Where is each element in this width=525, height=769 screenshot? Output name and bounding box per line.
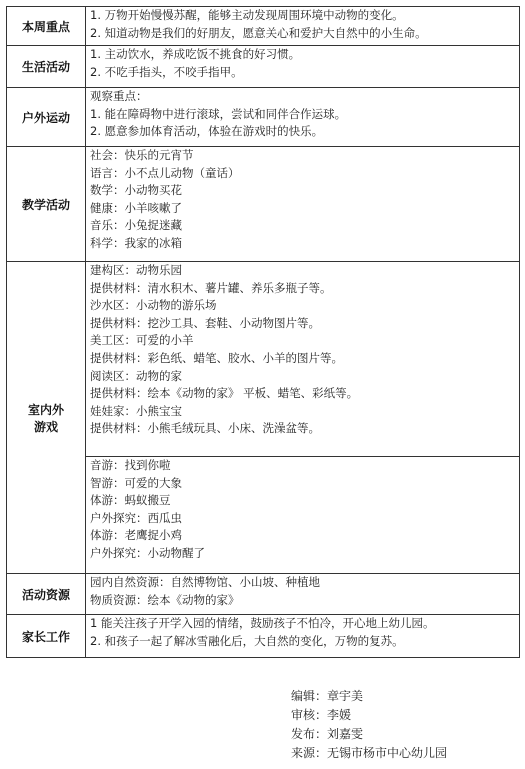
section-label-text: 户外运动 — [21, 110, 70, 125]
plan-table-body — [7, 7, 520, 658]
section-content-outdoor — [86, 88, 520, 147]
content-line: 美工区：可爱的小羊 — [90, 333, 194, 348]
section-label-text: 教学活动 — [21, 197, 70, 212]
content-line: 社会：快乐的元宵节 — [90, 148, 194, 162]
content-line: 提供材料：彩色纸、蜡笔、胶水、小羊的图片等。 — [90, 350, 343, 365]
section-label-text: 室内外 — [27, 402, 64, 417]
content-line: 户外探究：小动物醒了 — [90, 545, 205, 560]
content-line: 提供材料：小熊毛绒玩具、小床、洗澡盆等。 — [90, 421, 320, 436]
content-line: 健康：小羊咳嗽了 — [90, 200, 182, 215]
content-line: 娃娃家：小熊宝宝 — [90, 403, 182, 418]
content-line: 户外探究：西瓜虫 — [90, 510, 182, 525]
content-line: 音乐：小兔捉迷藏 — [90, 218, 182, 233]
section-content-parents — [86, 615, 520, 658]
weekly-plan-table — [6, 6, 520, 658]
section-label-text: 活动资源 — [21, 587, 70, 602]
section-label-text: 生活活动 — [21, 60, 70, 74]
section-label-parents — [7, 615, 86, 658]
content-line: 1. 能在障碍物中进行滚球，尝试和同伴合作运球。 — [90, 106, 347, 121]
credits-block — [291, 687, 447, 763]
credit-line: 编辑：章宇美 — [291, 689, 364, 703]
credit-line: 审核：李媛 — [291, 708, 352, 722]
section-label-teaching — [7, 147, 86, 262]
content-line: 体游：老鹰捉小鸡 — [90, 528, 182, 543]
content-line: 1. 万物开始慢慢苏醒，能够主动发现周围环境中动物的变化。 — [90, 8, 404, 22]
section-label-text: 游戏 — [33, 419, 58, 434]
content-line: 数学：小动物买花 — [90, 183, 182, 198]
content-line: 沙水区：小动物的游乐场 — [90, 298, 217, 313]
content-line: 2. 知道动物是我们的好朋友，愿意关心和爱护大自然中的小生命。 — [90, 25, 427, 40]
section-label-resources — [7, 574, 86, 615]
content-line: 2. 愿意参加体育活动，体验在游戏时的快乐。 — [90, 124, 324, 139]
section-content-teaching — [86, 147, 520, 262]
section-content-resources — [86, 574, 520, 615]
row-outdoor — [7, 88, 520, 147]
content-line: 物质资源：绘本《动物的家》 — [90, 592, 240, 607]
content-line: 2. 和孩子一起了解冰雪融化后，大自然的变化，万物的复苏。 — [90, 633, 404, 648]
row-daily-life — [7, 46, 520, 88]
content-line: 建构区：动物乐园 — [90, 263, 182, 277]
row-resources — [7, 574, 520, 615]
section-label-outdoor — [7, 88, 86, 147]
content-line: 观察重点： — [90, 89, 148, 103]
section-label-text: 本周重点 — [21, 19, 70, 34]
content-line: 1 能关注孩子开学入园的情绪，鼓励孩子不怕冷，开心地上幼儿园。 — [90, 616, 435, 630]
row-teaching — [7, 147, 520, 262]
section-content-weekly-focus — [86, 7, 520, 46]
content-line: 语言：小不点儿动物（童话） — [90, 165, 240, 180]
content-line: 提供材料：挖沙工具、套鞋、小动物图片等。 — [90, 315, 320, 330]
row-weekly-focus — [7, 7, 520, 46]
content-line: 科学：我家的冰箱 — [90, 235, 182, 250]
row-parents — [7, 615, 520, 658]
section-label-weekly-focus — [7, 7, 86, 46]
content-line: 体游：蚂蚁搬豆 — [90, 493, 171, 508]
section-label-games — [7, 262, 86, 574]
section-label-daily-life — [7, 46, 86, 88]
credit-line: 来源：无锡市杨市中心幼儿园 — [291, 746, 448, 760]
section-content-daily-life — [86, 46, 520, 88]
credit-line: 发布：刘嘉雯 — [291, 727, 364, 741]
content-line: 1. 主动饮水，养成吃饭不挑食的好习惯。 — [90, 47, 301, 61]
content-line: 音游：找到你啦 — [90, 458, 171, 472]
section-label-text: 家长工作 — [21, 629, 70, 644]
section-content-games — [86, 457, 520, 574]
content-line: 阅读区：动物的家 — [90, 368, 182, 383]
content-line: 2. 不吃手指头，不咬手指甲。 — [90, 64, 243, 79]
content-line: 提供材料：清水积木、薯片罐、养乐多瓶子等。 — [90, 280, 332, 295]
content-line: 提供材料：绘本《动物的家》 平板、蜡笔、彩纸等。 — [90, 386, 359, 401]
content-line: 园内自然资源：自然博物馆、小山坡、种植地 — [90, 575, 320, 589]
row-games-1 — [7, 262, 520, 457]
section-content-games — [86, 262, 520, 457]
content-line: 智游：可爱的大象 — [90, 475, 182, 490]
